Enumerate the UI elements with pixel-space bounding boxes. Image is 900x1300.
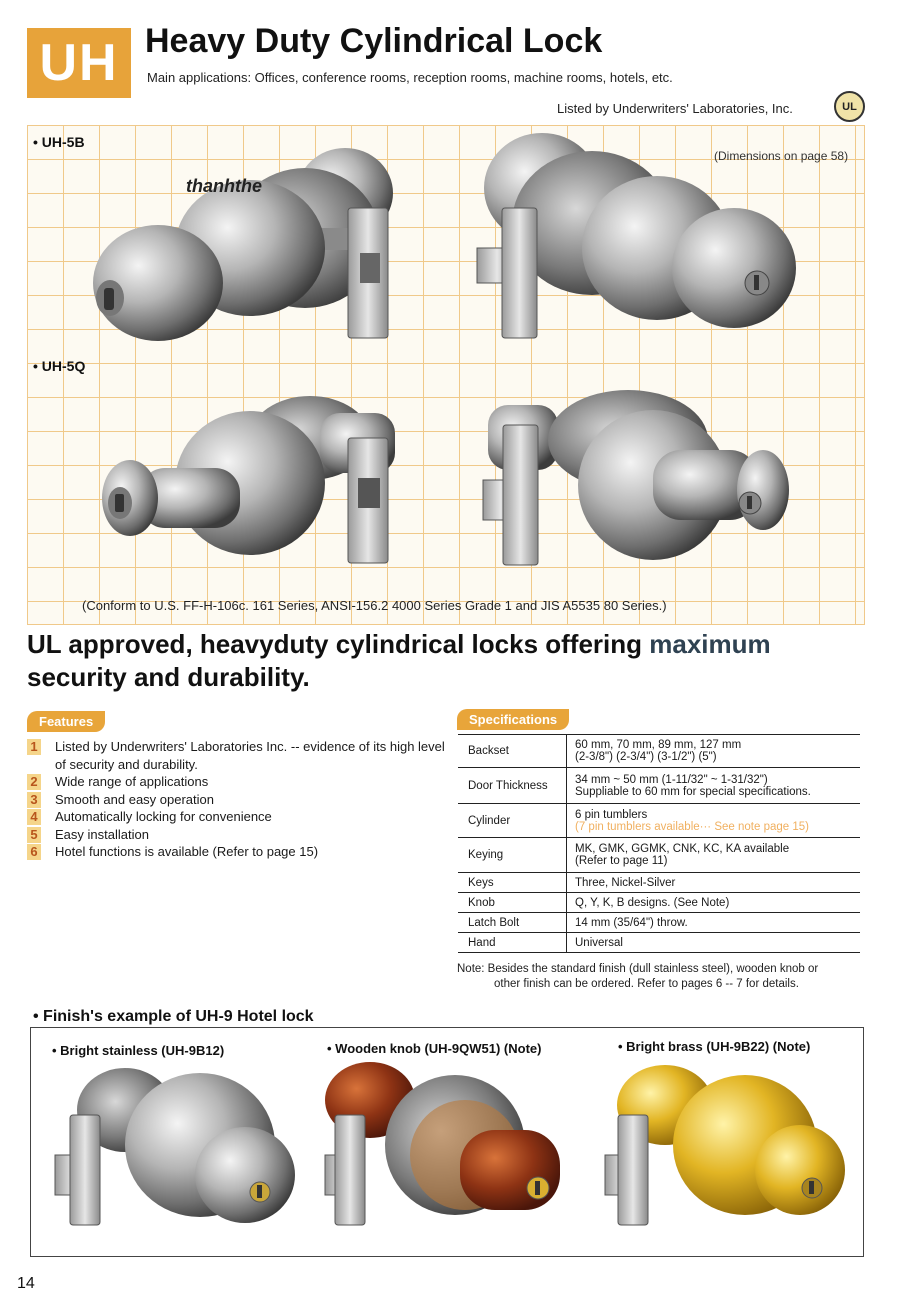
list-item [27,808,447,826]
wooden-knob-lock-image [320,1060,580,1230]
model-label-uh5b: • UH-5B [33,134,85,150]
feature-number: 1 [27,739,41,755]
feature-text: Easy installation [55,826,149,842]
watermark-text: thanhthe [186,176,262,196]
features-label: Features [27,711,105,732]
spec-key: Backset [458,735,567,768]
ul-certification-mark: UL [834,91,865,122]
table-row [458,873,860,893]
finish-label-bright-brass: • Bright brass (UH-9B22) (Note) [618,1039,811,1054]
feature-number: 6 [27,844,41,860]
uh5b-outside-knob-image [472,128,802,353]
table-row [458,735,860,768]
spec-key: Latch Bolt [458,913,567,933]
spec-value: Three, Nickel-Silver [567,873,861,893]
spec-value: 14 mm (35/64") throw. [567,913,861,933]
applications-subtitle: Main applications: Offices, conference rooms, reception rooms, machine rooms, hotels, etc. [147,70,673,85]
specifications-label: Specifications [457,709,569,730]
spec-value: MK, GMK, GGMK, CNK, KC, KA available (Refer to page 11) [567,838,861,873]
table-row [458,913,860,933]
finish-label-bright-stainless: • Bright stainless (UH-9B12) [52,1043,225,1058]
main-headline [27,628,867,694]
spec-key: Keying [458,838,567,873]
feature-text: Automatically locking for convenience [55,809,272,824]
note-line-2: other finish can be ordered. Refer to pages 6 -- 7 for details. [494,978,799,990]
spec-key: Cylinder [458,804,567,838]
feature-text: Wide range of applications [55,774,209,789]
finish-label-wooden-knob: • Wooden knob (UH-9QW51) (Note) [327,1041,542,1056]
spec-key: Keys [458,873,567,893]
feature-text: Listed by Underwriters' Laboratories Inc. -- evidence of its high level of security and durability. [55,739,445,772]
feature-number: 5 [27,827,41,843]
headline-accent: maximum [649,629,771,659]
standards-conformance-note: (Conform to U.S. FF-H-106c. 161 Series, ANSI-156.2 4000 Series Grade 1 and JIS A5535 80 Series.) [82,598,667,613]
specifications-note [457,962,867,992]
series-logo: UH [27,28,131,98]
list-item [27,843,447,861]
spec-value: 6 pin tumblers (7 pin tumblers available··· See note page 15) [567,804,861,838]
table-row [458,893,860,913]
feature-number: 4 [27,809,41,825]
headline-part2: security and durability. [27,662,310,692]
spec-value: Universal [567,933,861,953]
page-number: 14 [17,1275,35,1292]
finish-section-title: • Finish's example of UH-9 Hotel lock [33,1008,314,1025]
dimensions-note: (Dimensions on page 58) [714,149,849,163]
bright-stainless-lock-image [50,1060,295,1230]
table-row [458,804,860,838]
feature-text: Hotel functions is available (Refer to page 15) [55,844,319,859]
ul-listing-text: Listed by Underwriters' Laboratories, Inc. [557,101,793,116]
feature-number: 3 [27,792,41,808]
table-row [458,838,860,873]
table-row [458,768,860,804]
spec-value: 34 mm ~ 50 mm (1-11/32" ~ 1-31/32") Suppliable to 60 mm for special specifications. [567,768,861,804]
spec-value: Q, Y, K, B designs. (See Note) [567,893,861,913]
spec-key: Door Thickness [458,768,567,804]
uh5q-outside-knob-image [478,385,798,575]
features-list [27,738,447,861]
list-item [27,738,447,773]
list-item [27,826,447,844]
headline-part1: UL approved, heavyduty cylindrical locks offering [27,629,650,659]
spec-key: Knob [458,893,567,913]
list-item [27,773,447,791]
spec-key: Hand [458,933,567,953]
uh5q-inside-knob-image [100,388,410,578]
specifications-table [458,734,860,953]
uh5b-inside-knob-image [90,138,400,350]
feature-number: 2 [27,774,41,790]
bright-brass-lock-image [600,1060,850,1230]
model-label-uh5q: • UH-5Q [33,358,86,374]
table-row [458,933,860,953]
page-title: Heavy Duty Cylindrical Lock [145,22,603,60]
spec-value: 60 mm, 70 mm, 89 mm, 127 mm (2-3/8") (2-3/4") (3-1/2") (5") [567,735,861,768]
note-line-1: Note: Besides the standard finish (dull stainless steel), wooden knob or [457,963,819,975]
feature-text: Smooth and easy operation [55,791,214,807]
list-item [27,791,447,809]
